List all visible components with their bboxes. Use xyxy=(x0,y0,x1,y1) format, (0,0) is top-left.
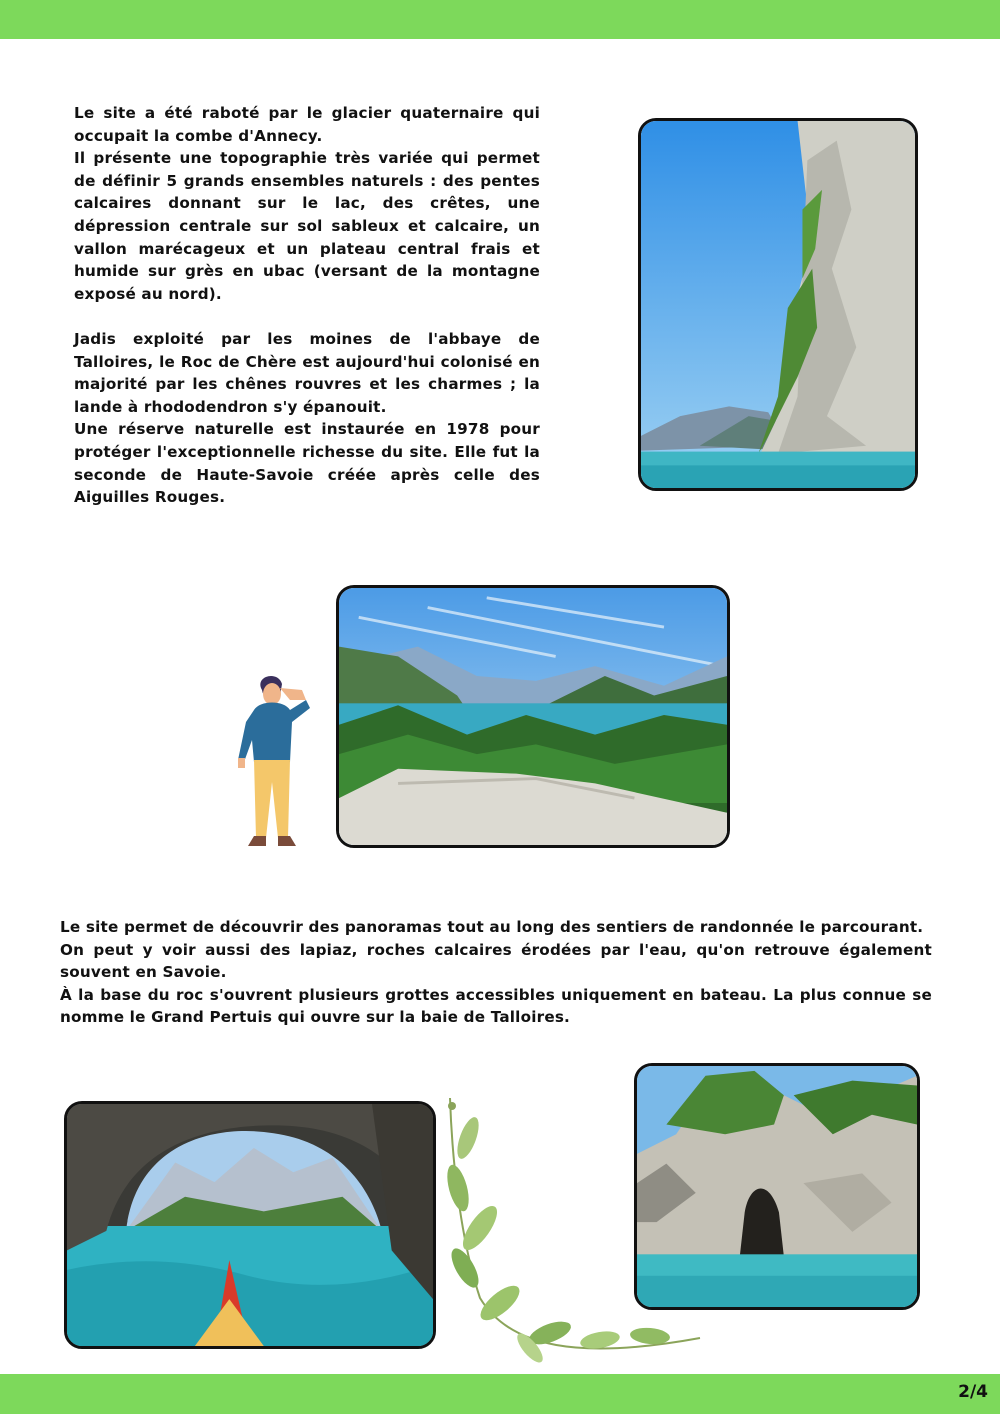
paragraph: À la base du roc s'ouvrent plusieurs grottes accessibles uniquement en bateau. La plus connue se nomme le Grand Pertuis qui ouvre sur la baie de Talloires. xyxy=(60,985,932,1027)
paragraph: On peut y voir aussi des lapiaz, roches calcaires érodées par l'eau, qu'on retrouve également souvent en Savoie. xyxy=(60,940,932,982)
paragraph: Le site permet de découvrir des panoramas tout au long des sentiers de randonnée le parcourant. xyxy=(60,918,924,936)
page-number: 2/4 xyxy=(958,1382,988,1402)
text-block-history xyxy=(74,328,540,509)
paragraph: Le site a été raboté par le glacier quaternaire qui occupait la combe d'Annecy. xyxy=(74,104,540,145)
text-block-panoramas xyxy=(60,916,932,1029)
paragraph: Une réserve naturelle est instaurée en 1978 pour protéger l'exceptionnelle richesse du site. Elle fut la seconde de Haute-Savoie créée après celle des Aiguilles Rouges. xyxy=(74,420,540,507)
text-block-geology xyxy=(74,102,540,305)
photo-cliff-over-lake xyxy=(638,118,918,491)
paragraph: Il présente une topographie très variée qui permet de définir 5 grands ensembles naturels : des pentes calcaires donnant sur le lac, des crêtes, une dépression centrale sur sol sableux et calcaire, un vallon marécageux et un plateau central frais et humide sur grès en ubac (versant de la montagne exposé au nord). xyxy=(74,149,540,303)
top-banner xyxy=(0,0,1000,39)
paragraph: Jadis exploité par les moines de l'abbaye de Talloires, le Roc de Chère est aujourd'hui colonisé en majorité par les chênes rouvres et les charmes ; la lande à rhododendron s'y épanouit. xyxy=(74,330,540,416)
hiker-illustration xyxy=(232,670,312,852)
photo-cave-kayak xyxy=(64,1101,436,1349)
photo-lake-panorama xyxy=(336,585,730,848)
bottom-banner xyxy=(0,1374,1000,1414)
photo-grand-pertuis-cave xyxy=(634,1063,920,1310)
